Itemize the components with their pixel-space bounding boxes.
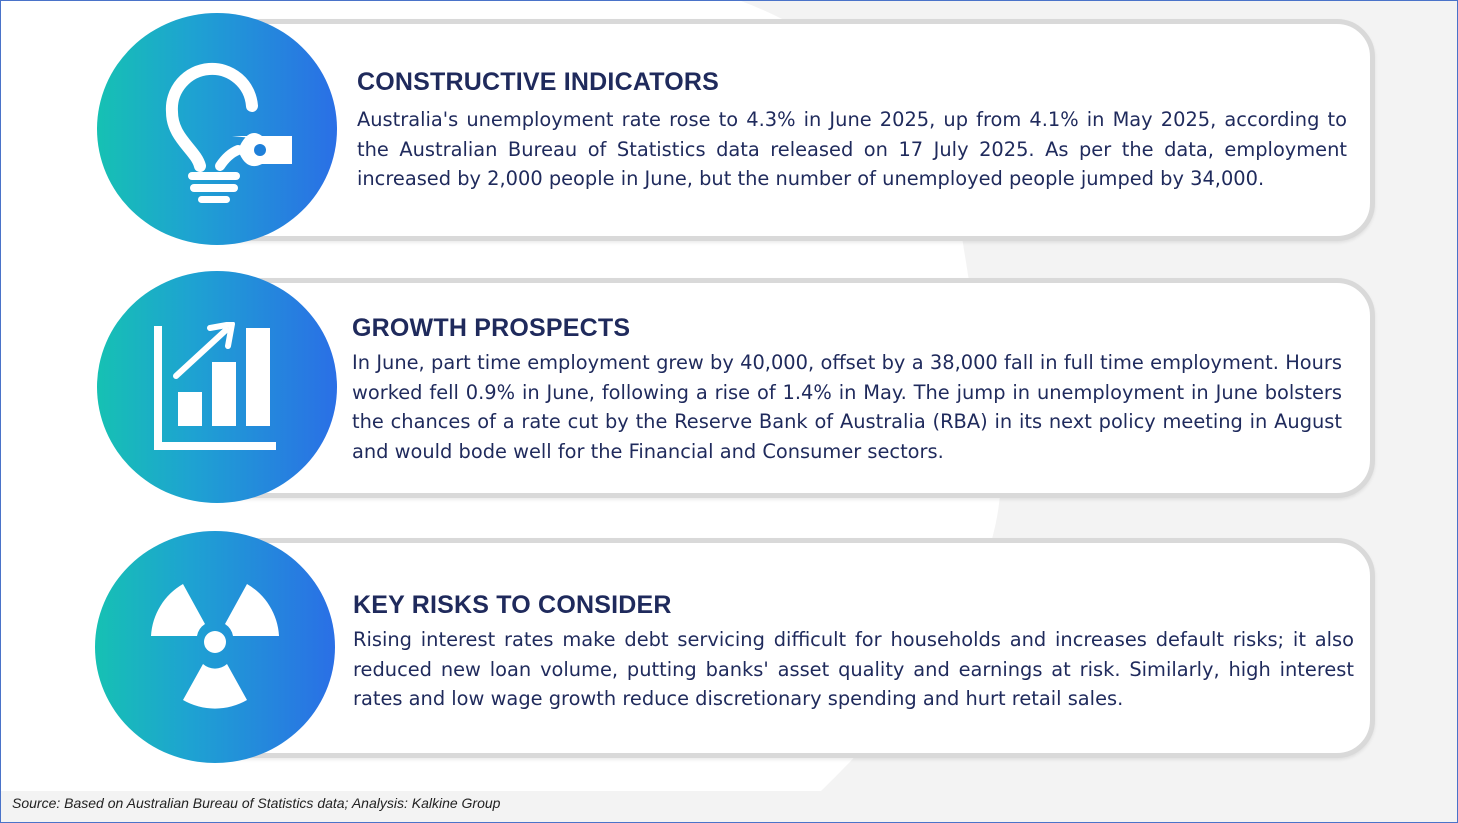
growth-chart-icon — [152, 322, 282, 452]
section-title-growth: GROWTH PROSPECTS — [352, 314, 631, 342]
lightbulb-icon — [142, 54, 292, 204]
section-text-constructive: Australia's unemployment rate rose to 4.3% in June 2025, up from 4.1% in May 2025, according to the Australian Bureau of Statistics data released on 17 July 2025. As per the data, employment increased by 2,000 people in June, but the number of unemployed people jumped by 34,000. — [357, 108, 1347, 190]
circle-growth-chart — [97, 271, 337, 503]
section-text-growth: In June, part time employment grew by 40,000, offset by a 38,000 fall in full time employment. Hours worked fell 0.9% in June, following a rise of 1.4% in May. The jump in unemployment in June bolsters the chances of a rate cut by the Reserve Bank of Australia (RBA) in its next policy meeting in August and would bode well for the Financial and Consumer sectors. — [352, 351, 1342, 463]
circle-lightbulb — [97, 13, 337, 245]
section-text-risks: Rising interest rates make debt servicing difficult for households and increases default risks; it also reduced new loan volume, putting banks' asset quality and earnings at risk. Similarly, high interest rates and low wage growth reduce discretionary spending and hurt retail sales. — [353, 628, 1354, 710]
section-title-constructive: CONSTRUCTIVE INDICATORS — [357, 68, 720, 96]
circle-radiation — [95, 531, 335, 763]
source-note: Source: Based on Australian Bureau of Statistics data; Analysis: Kalkine Group — [12, 795, 501, 811]
section-title-risks: KEY RISKS TO CONSIDER — [353, 591, 672, 619]
radiation-icon — [145, 582, 285, 712]
